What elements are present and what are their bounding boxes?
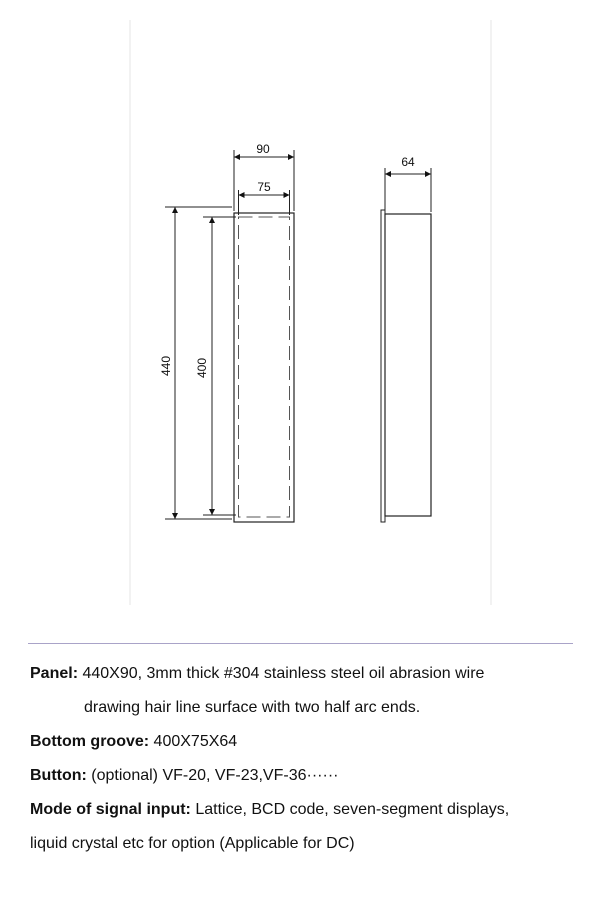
side-body <box>385 214 431 516</box>
drawing-frame <box>130 20 491 605</box>
dimension-groove-width <box>239 180 290 215</box>
panel-outline <box>234 213 294 522</box>
spec-button <box>30 759 585 793</box>
spec-panel-label: Panel: <box>30 665 79 682</box>
divider <box>28 643 573 644</box>
spec-panel <box>30 657 585 691</box>
spec-bottom-groove-value: 400X75X64 <box>149 733 238 750</box>
spec-panel-value: 440X90, 3mm thick #304 stainless steel oil abrasion wire <box>78 665 485 682</box>
spec-bottom-groove-label: Bottom groove: <box>30 733 150 750</box>
front-view <box>159 142 294 522</box>
groove-width-label: 75 <box>257 180 271 194</box>
spec-list <box>30 657 585 861</box>
dimension-depth <box>385 155 431 212</box>
spec-signal-input-label: Mode of signal input: <box>30 801 191 818</box>
spec-signal-input <box>30 793 585 827</box>
panel-height-label: 440 <box>159 355 173 377</box>
spec-signal-input-continuation: liquid crystal etc for option (Applicable for DC) <box>30 835 355 852</box>
spec-signal-input-value: Lattice, BCD code, seven-segment displays, <box>190 801 510 818</box>
spec-button-value: (optional) VF-20, VF-23,VF-36······ <box>86 767 339 784</box>
groove-outline <box>239 217 290 517</box>
groove-height-label: 400 <box>195 357 209 379</box>
panel-width-label: 90 <box>256 142 270 156</box>
dimension-panel-width <box>234 142 294 211</box>
side-view <box>381 155 431 522</box>
spec-bottom-groove <box>30 725 585 759</box>
spec-panel-continuation: drawing hair line surface with two half arc ends. <box>84 699 421 716</box>
depth-label: 64 <box>401 155 415 169</box>
spec-button-label: Button: <box>30 767 87 784</box>
side-plate <box>381 210 385 522</box>
dimension-groove-height <box>195 217 236 515</box>
